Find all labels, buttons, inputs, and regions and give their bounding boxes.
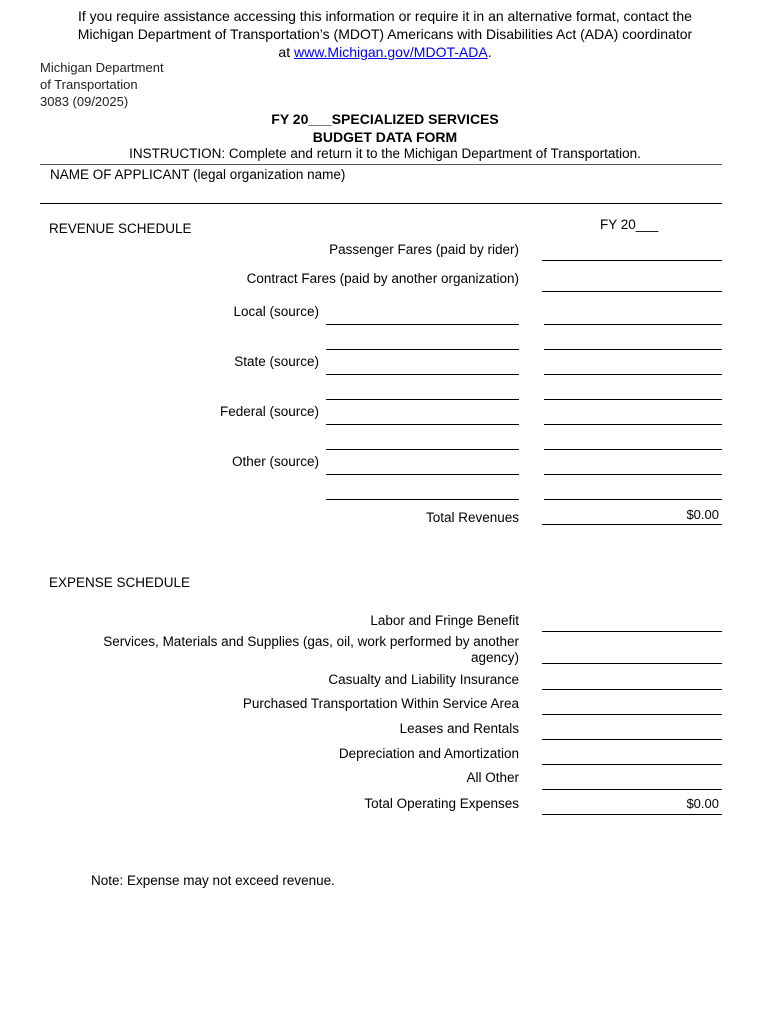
total-revenues-label: Total Revenues <box>425 510 519 525</box>
local-source-amount-field[interactable] <box>544 324 722 325</box>
leases-field[interactable] <box>542 739 722 740</box>
federal-source-name-field[interactable] <box>326 424 519 425</box>
state-source-name-field[interactable] <box>326 374 519 375</box>
other-source-amount-field-2[interactable] <box>544 499 722 500</box>
form-number: 3083 (09/2025) <box>40 94 129 109</box>
other-source-label: Other (source) <box>231 454 319 469</box>
local-source-label: Local (source) <box>233 304 319 319</box>
ada-notice-suffix: . <box>487 44 492 60</box>
all-other-label: All Other <box>466 770 519 785</box>
purchased-transport-field[interactable] <box>542 714 722 715</box>
expense-heading: EXPENSE SCHEDULE <box>49 575 191 590</box>
passenger-fares-field[interactable] <box>542 260 722 261</box>
leases-label: Leases and Rentals <box>399 721 519 736</box>
ada-link[interactable]: www.Michigan.gov/MDOT-ADA <box>293 44 488 60</box>
other-source-name-field-2[interactable] <box>326 499 519 500</box>
passenger-fares-label: Passenger Fares (paid by rider) <box>329 242 519 257</box>
all-other-field[interactable] <box>542 789 722 790</box>
local-source-name-field[interactable] <box>326 324 519 325</box>
total-expenses-field <box>542 814 722 815</box>
services-label-line2: agency) <box>470 650 519 665</box>
agency-name-line1: Michigan Department <box>40 60 164 75</box>
other-source-amount-field[interactable] <box>544 474 722 475</box>
state-source-label: State (source) <box>234 354 319 369</box>
state-source-amount-field[interactable] <box>544 374 722 375</box>
agency-name-line2: of Transportation <box>40 77 138 92</box>
instruction-text: INSTRUCTION: Complete and return it to the Michigan Department of Transportation. <box>129 146 641 161</box>
fy-label: FY 20___ <box>600 217 659 232</box>
federal-source-name-field-2[interactable] <box>326 449 519 450</box>
purchased-transport-label: Purchased Transportation Within Service Area <box>242 696 519 711</box>
local-source-name-field-2[interactable] <box>326 349 519 350</box>
applicant-label: NAME OF APPLICANT (legal organization name) <box>50 167 346 182</box>
applicant-name-field[interactable] <box>40 203 722 204</box>
depreciation-label: Depreciation and Amortization <box>338 746 519 761</box>
state-source-amount-field-2[interactable] <box>544 399 722 400</box>
total-expenses-value: $0.00 <box>686 796 719 811</box>
contract-fares-field[interactable] <box>542 291 722 292</box>
federal-source-label: Federal (source) <box>219 404 319 419</box>
services-field[interactable] <box>542 663 722 664</box>
note-text: Note: Expense may not exceed revenue. <box>91 873 335 888</box>
ada-notice-prefix: at <box>278 44 294 60</box>
state-source-name-field-2[interactable] <box>326 399 519 400</box>
contract-fares-label: Contract Fares (paid by another organization) <box>246 271 519 286</box>
divider <box>40 164 722 165</box>
form-subtitle: BUDGET DATA FORM <box>312 129 458 145</box>
ada-notice <box>0 7 770 61</box>
total-revenues-field <box>542 524 722 525</box>
labor-field[interactable] <box>542 631 722 632</box>
depreciation-field[interactable] <box>542 764 722 765</box>
federal-source-amount-field-2[interactable] <box>544 449 722 450</box>
casualty-field[interactable] <box>542 689 722 690</box>
services-label-line1: Services, Materials and Supplies (gas, oil, work performed by another <box>103 634 519 649</box>
federal-source-amount-field[interactable] <box>544 424 722 425</box>
revenue-heading: REVENUE SCHEDULE <box>49 221 192 236</box>
labor-label: Labor and Fringe Benefit <box>370 613 519 628</box>
ada-notice-line1: If you require assistance accessing this information or require it in an alternative format, contact the <box>78 8 692 24</box>
ada-notice-line2: Michigan Department of Transportation’s (MDOT) Americans with Disabilities Act (ADA) coordinator <box>77 26 693 42</box>
local-source-amount-field-2[interactable] <box>544 349 722 350</box>
other-source-name-field[interactable] <box>326 474 519 475</box>
total-expenses-label: Total Operating Expenses <box>364 796 519 811</box>
form-title: FY 20___SPECIALIZED SERVICES <box>271 111 499 127</box>
casualty-label: Casualty and Liability Insurance <box>328 672 519 687</box>
total-revenues-value: $0.00 <box>686 507 719 522</box>
